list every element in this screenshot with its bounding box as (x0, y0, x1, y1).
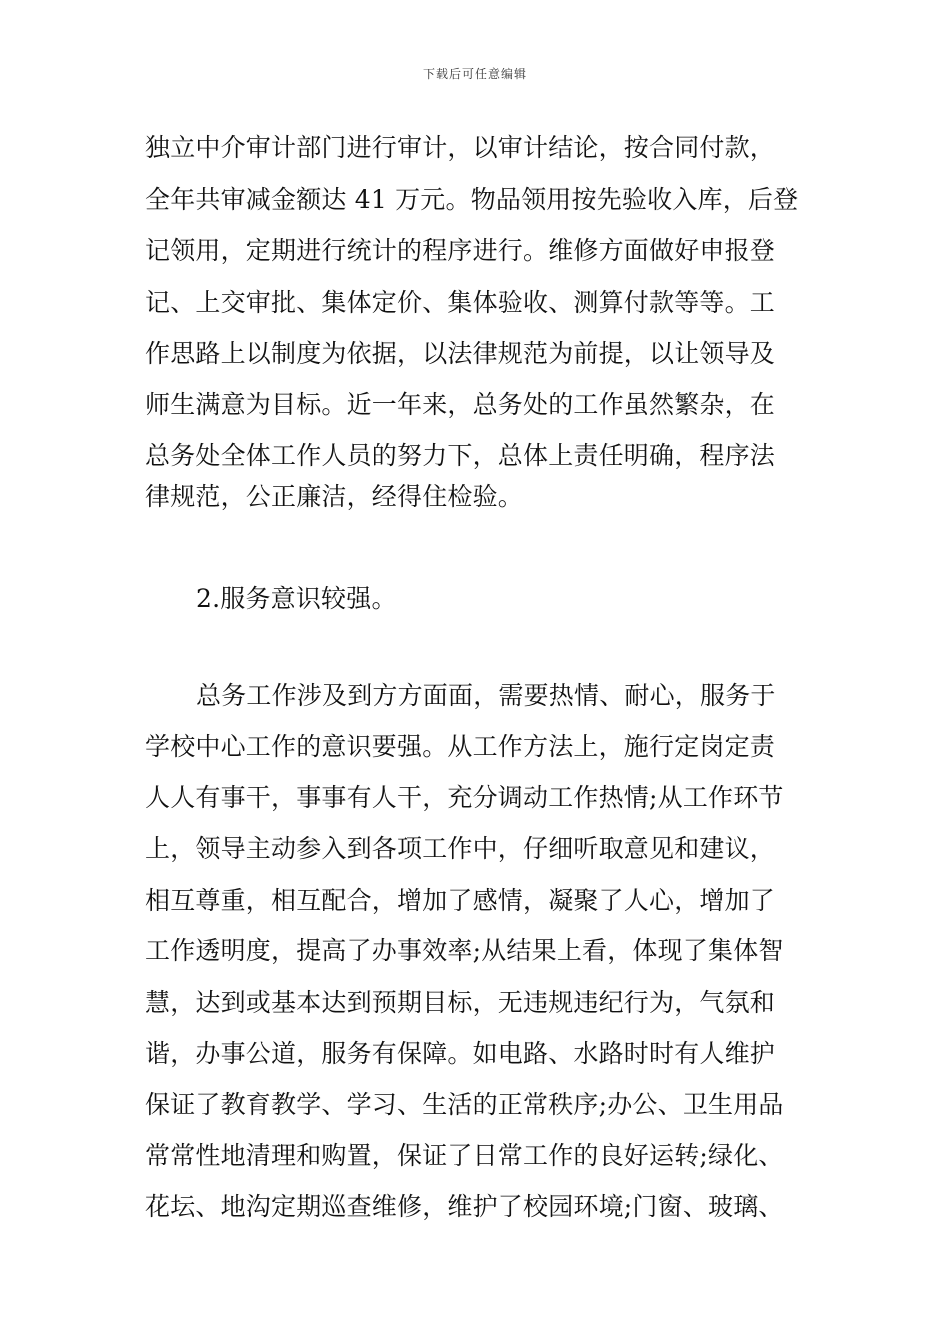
paragraph-line: 总务处全体工作人员的努力下，总体上责任明确，程序法 (145, 441, 776, 470)
paragraph-line: 人人有事干，事事有人干，充分调动工作热情;从工作环节 (145, 783, 784, 812)
paragraph-line: 上，领导主动参入到各项工作中，仔细听取意见和建议， (145, 834, 776, 863)
paragraph-line: 学校中心工作的意识要强。从工作方法上，施行定岗定责 (145, 732, 776, 761)
paragraph-line: 工作透明度，提高了办事效率;从结果上看，体现了集体智 (145, 936, 784, 965)
paragraph-line: 慧，达到或基本达到预期目标，无违规违纪行为，气氛和 (145, 988, 776, 1017)
paragraph-line: 总务工作涉及到方方面面，需要热情、耐心，服务于 (196, 681, 776, 710)
header-note: 下载后可任意编辑 (422, 67, 527, 81)
paragraph-line: 相互尊重，相互配合，增加了感情，凝聚了人心，增加了 (145, 886, 776, 915)
paragraph-line: 独立中介审计部门进行审计，以审计结论，按合同付款， (145, 133, 776, 162)
paragraph-line: 记领用，定期进行统计的程序进行。维修方面做好申报登 (145, 236, 776, 265)
paragraph-line: 谐，办事公道，服务有保障。如电路、水路时时有人维护 (145, 1039, 776, 1068)
paragraph-line: 师生满意为目标。近一年来，总务处的工作虽然繁杂，在 (145, 390, 776, 419)
paragraph-line: 保证了教育教学、学习、生活的正常秩序;办公、卫生用品 (145, 1090, 784, 1119)
section-heading: 2.服务意识较强。 (196, 584, 397, 613)
paragraph-line: 全年共审减金额达 41 万元。物品领用按先验收入库，后登 (145, 185, 799, 214)
paragraph-line: 常常性地清理和购置，保证了日常工作的良好运转;绿化、 (145, 1141, 784, 1170)
paragraph-line: 花坛、地沟定期巡查维修，维护了校园环境;门窗、玻璃、 (145, 1192, 784, 1221)
paragraph-line: 作思路上以制度为依据，以法律规范为前提，以让领导及 (145, 339, 776, 368)
paragraph-line: 记、上交审批、集体定价、集体验收、测算付款等等。工 (145, 288, 776, 317)
paragraph-line: 律规范，公正廉洁，经得住检验。 (145, 482, 524, 511)
